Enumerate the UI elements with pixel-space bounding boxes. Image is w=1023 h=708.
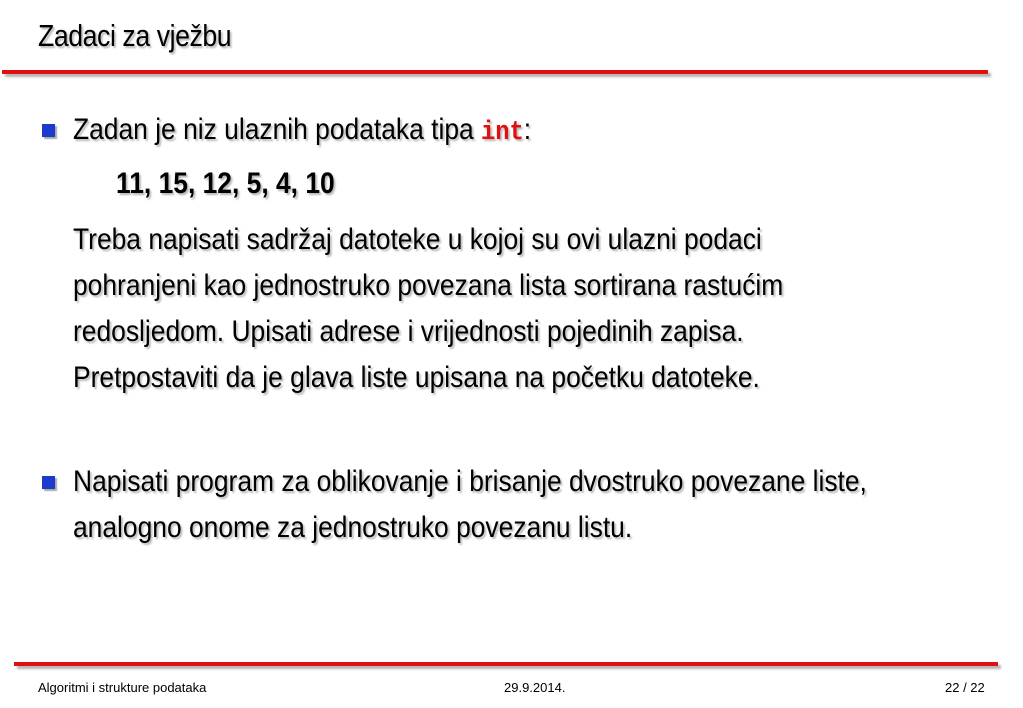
bullet-1-paragraph-line-4: Pretpostaviti da je glava liste upisana na početku datoteke. (73, 361, 760, 394)
bullet-2-line-1: Napisati program za oblikovanje i brisanje dvostruko povezane liste, (73, 465, 867, 498)
bullet-1-intro-text: Zadan je niz ulaznih podataka tipa (73, 113, 482, 146)
bullet-marker-2 (42, 476, 55, 489)
code-keyword-int: int (481, 118, 524, 148)
bullet-1-paragraph-line-1: Treba napisati sadržaj datoteke u kojoj su ovi ulazni podaci (73, 223, 762, 256)
footer-date: 29.9.2014. (504, 680, 566, 695)
title-divider (2, 70, 988, 74)
footer-course: Algoritmi i strukture podataka (38, 680, 207, 695)
bullet-marker-1 (42, 124, 55, 137)
footer-divider (14, 662, 998, 666)
input-numbers: 11, 15, 12, 5, 4, 10 (116, 167, 335, 200)
bullet-2-line-2: analogno onome za jednostruko povezanu listu. (73, 511, 633, 544)
bullet-1-colon: : (523, 113, 532, 146)
slide-title: Zadaci za vježbu (38, 18, 232, 53)
bullet-1-intro (73, 106, 531, 157)
footer-page-number: 22 / 22 (945, 680, 985, 695)
bullet-1-paragraph-line-2: pohranjeni kao jednostruko povezana lista sortirana rastućim (73, 269, 784, 302)
bullet-1-paragraph-line-3: redosljedom. Upisati adrese i vrijednosti pojedinih zapisa. (73, 315, 744, 348)
